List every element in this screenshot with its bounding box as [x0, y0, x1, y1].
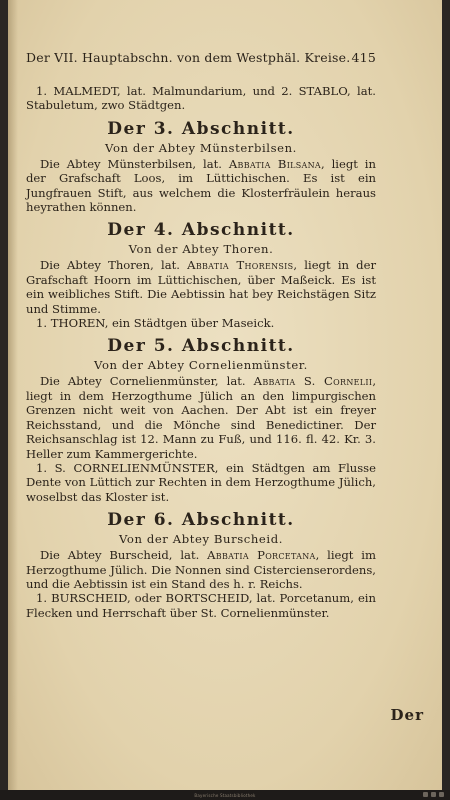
- paragraph: [26, 374, 376, 460]
- paragraph: [26, 548, 376, 591]
- running-head: [26, 50, 376, 66]
- list-item: [26, 316, 376, 330]
- text-run: Die Abtey Münsterbilsen, lat.: [40, 156, 229, 171]
- book-page: [8, 0, 442, 790]
- text-run: Die Abtey Burscheid, lat.: [40, 548, 208, 563]
- page-spine-shadow: [8, 0, 18, 790]
- paragraph: [26, 258, 376, 316]
- latin-name: Abbatia Bilsana: [228, 156, 321, 171]
- latin-name: Abbatia Porcetana: [207, 548, 316, 563]
- text-run: , liegt in dem Herzogthume Jülich an den limpurgischen Grenzen nicht weit von Aachen. Der Abt ist ein freyer Reichsstand, und die Mönche sind Benedictiner. Der Reichsanschlag ist 12. Mann zu Fuß, und 116. fl. 42. Kr. 3. Heller zum Kammergerichte.: [26, 374, 376, 461]
- text-run: Die Abtey Cornelienmünster, lat.: [40, 374, 254, 389]
- catchword: Der: [390, 706, 424, 724]
- section-subtitle: Von der Abtey Burscheid.: [118, 532, 283, 547]
- list-item: [26, 461, 376, 504]
- paragraph: [26, 157, 376, 215]
- text-run: 1. MALMEDT, lat. Malmundarium, und 2. STABLO, lat. Stabuletum, zwo Städtgen.: [26, 84, 376, 113]
- section-subtitle: Von der Abtey Thoren.: [128, 242, 274, 257]
- footer-icon-3: [439, 792, 444, 797]
- page-number: 415: [351, 50, 376, 65]
- section-heading: Der 5. Abschnitt.: [107, 336, 295, 357]
- text-body: [26, 84, 376, 620]
- running-head-title: Der VII. Hauptabschn. von dem Westphäl. Kreise.: [26, 50, 351, 65]
- section-subtitle: Von der Abtey Münsterbilsen.: [105, 140, 297, 155]
- footer-credit: Bayerische Staatsbibliothek: [194, 792, 256, 798]
- section-heading: Der 4. Abschnitt.: [107, 220, 295, 241]
- text-run: , liegt in der Grafschaft Hoorn im Lüttichischen, über Maßeick. Es ist ein weibliches Stift. Die Aebtissin hat bey Reichstägen Sitz und Stimme.: [26, 258, 376, 316]
- list-item: [26, 84, 376, 113]
- viewer-footer: [0, 790, 450, 800]
- footer-icons: [423, 792, 444, 797]
- section-subtitle: Von der Abtey Cornelienmünster.: [94, 358, 308, 373]
- page-content: [26, 50, 376, 620]
- section-heading: Der 3. Abschnitt.: [107, 118, 295, 139]
- list-item: [26, 591, 376, 620]
- latin-name: Abbatia S. Cornelii: [253, 374, 373, 389]
- text-run: , liegt in der Grafschaft Loos, im Lüttichischen. Es ist ein Jungfrauen Stift, aus welchem die Klosterfräulein heraus heyrathen können.: [26, 156, 376, 215]
- latin-name: Abbatia Thorensis: [187, 258, 294, 273]
- footer-icon-2: [431, 792, 436, 797]
- section-heading: Der 6. Abschnitt.: [107, 510, 295, 531]
- text-run: 1. BURSCHEID, oder BORTSCHEID, lat. Porcetanum, ein Flecken und Herrschaft über St. Cornelienmünster.: [26, 591, 376, 620]
- text-run: 1. S. CORNELIENMÜNSTER, ein Städtgen am Flusse Dente von Lüttich zur Rechten in dem Herzogthume Jülich, woselbst das Kloster ist.: [26, 460, 376, 504]
- text-run: Die Abtey Thoren, lat.: [40, 258, 188, 273]
- text-run: 1. THOREN, ein Städtgen über Maseick.: [36, 316, 275, 331]
- text-run: , liegt im Herzogthume Jülich. Die Nonnen sind Cistercienserordens, und die Aebtissin ist ein Stand des h. r. Reichs.: [26, 548, 376, 591]
- footer-icon-1: [423, 792, 428, 797]
